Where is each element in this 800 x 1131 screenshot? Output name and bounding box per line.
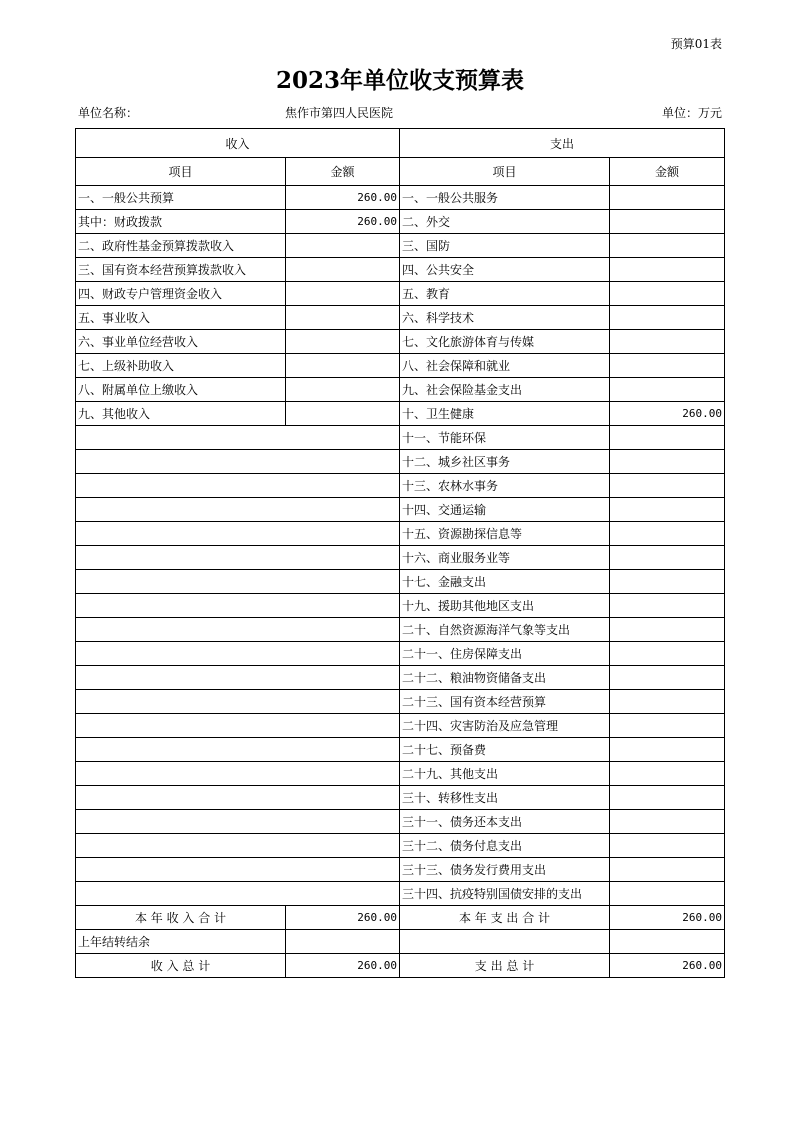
income-empty-cell xyxy=(76,474,400,498)
income-item-cell: 五、事业收入 xyxy=(76,306,286,330)
table-row xyxy=(76,330,725,354)
expense-amount-cell xyxy=(610,234,725,258)
expense-amount-cell xyxy=(610,186,725,210)
expense-amount-cell xyxy=(610,306,725,330)
page-title: 2023年单位收支预算表 xyxy=(275,67,524,94)
table-row xyxy=(76,786,725,810)
expense-item-cell: 三十一、债务还本支出 xyxy=(400,810,610,834)
expense-item-cell: 二十三、国有资本经营预算 xyxy=(400,690,610,714)
expense-item-cell: 十二、城乡社区事务 xyxy=(400,450,610,474)
expense-item-header: 项目 xyxy=(400,158,610,186)
table-row xyxy=(76,858,725,882)
table-row xyxy=(76,186,725,210)
table-row xyxy=(76,594,725,618)
expense-item-cell: 十七、金融支出 xyxy=(400,570,610,594)
expense-item-cell: 八、社会保障和就业 xyxy=(400,354,610,378)
table-row xyxy=(76,570,725,594)
income-empty-cell xyxy=(76,546,400,570)
income-amount-cell xyxy=(286,354,400,378)
table-subheader-row xyxy=(76,158,725,186)
table-row xyxy=(76,258,725,282)
expense-item-cell: 一、一般公共服务 xyxy=(400,186,610,210)
income-empty-cell xyxy=(76,666,400,690)
income-amount-cell: 260.00 xyxy=(286,186,400,210)
expense-amount-cell xyxy=(610,786,725,810)
table-row xyxy=(76,474,725,498)
income-empty-cell xyxy=(76,570,400,594)
income-empty-cell xyxy=(76,810,400,834)
expense-amount-cell xyxy=(610,618,725,642)
table-row xyxy=(76,354,725,378)
expense-amount-header: 金额 xyxy=(610,158,725,186)
income-header: 收入 xyxy=(76,129,400,158)
table-row xyxy=(76,690,725,714)
expense-item-cell: 二十七、预备费 xyxy=(400,738,610,762)
expense-amount-cell xyxy=(610,594,725,618)
income-amount-cell xyxy=(286,282,400,306)
year-income-total-label: 本 年 收 入 合 计 xyxy=(76,906,286,930)
expense-header: 支出 xyxy=(400,129,725,158)
expense-amount-cell xyxy=(610,738,725,762)
table-row xyxy=(76,522,725,546)
income-empty-cell xyxy=(76,786,400,810)
income-amount-cell xyxy=(286,402,400,426)
table-row xyxy=(76,834,725,858)
expense-item-cell: 五、教育 xyxy=(400,282,610,306)
income-empty-cell xyxy=(76,834,400,858)
expense-amount-cell xyxy=(610,690,725,714)
table-row xyxy=(76,402,725,426)
income-item-cell: 七、上级补助收入 xyxy=(76,354,286,378)
expense-item-cell: 六、科学技术 xyxy=(400,306,610,330)
year-total-row xyxy=(76,906,725,930)
income-empty-cell xyxy=(76,522,400,546)
income-empty-cell xyxy=(76,642,400,666)
income-empty-cell xyxy=(76,426,400,450)
expense-amount-cell xyxy=(610,834,725,858)
income-amount-cell xyxy=(286,330,400,354)
income-empty-cell xyxy=(76,498,400,522)
income-empty-cell xyxy=(76,690,400,714)
income-empty-cell xyxy=(76,618,400,642)
carryover-amount xyxy=(286,930,400,954)
expense-amount-cell xyxy=(610,210,725,234)
expense-item-cell: 三十二、债务付息支出 xyxy=(400,834,610,858)
income-item-header: 项目 xyxy=(76,158,286,186)
form-number: 预算01表 xyxy=(670,37,722,51)
table-row xyxy=(76,618,725,642)
table-row xyxy=(76,546,725,570)
income-amount-cell: 260.00 xyxy=(286,210,400,234)
income-amount-cell xyxy=(286,378,400,402)
expense-item-cell: 十五、资源勘探信息等 xyxy=(400,522,610,546)
expense-item-cell: 三、国防 xyxy=(400,234,610,258)
table-row xyxy=(76,882,725,906)
expense-item-cell: 十三、农林水事务 xyxy=(400,474,610,498)
expense-item-cell: 三十、转移性支出 xyxy=(400,786,610,810)
income-item-cell: 九、其他收入 xyxy=(76,402,286,426)
carryover-expense-amount xyxy=(610,930,725,954)
expense-amount-cell xyxy=(610,258,725,282)
income-amount-cell xyxy=(286,234,400,258)
expense-item-cell: 十四、交通运输 xyxy=(400,498,610,522)
money-unit: 单位：万元 xyxy=(661,106,722,120)
income-empty-cell xyxy=(76,450,400,474)
expense-amount-cell xyxy=(610,498,725,522)
table-row xyxy=(76,378,725,402)
expense-amount-cell xyxy=(610,330,725,354)
expense-item-cell: 二十二、粮油物资储备支出 xyxy=(400,666,610,690)
expense-amount-cell xyxy=(610,474,725,498)
expense-amount-cell xyxy=(610,882,725,906)
expense-item-cell: 七、文化旅游体育与传媒 xyxy=(400,330,610,354)
expense-item-cell: 二十、自然资源海洋气象等支出 xyxy=(400,618,610,642)
year-expense-total-label: 本 年 支 出 合 计 xyxy=(400,906,610,930)
grand-total-row xyxy=(76,954,725,978)
income-amount-header: 金额 xyxy=(286,158,400,186)
expense-item-cell: 九、社会保险基金支出 xyxy=(400,378,610,402)
income-grand-total-amount: 260.00 xyxy=(286,954,400,978)
income-item-cell: 六、事业单位经营收入 xyxy=(76,330,286,354)
income-empty-cell xyxy=(76,858,400,882)
income-grand-total-label: 收 入 总 计 xyxy=(76,954,286,978)
income-empty-cell xyxy=(76,762,400,786)
expense-amount-cell xyxy=(610,642,725,666)
expense-item-cell: 二、外交 xyxy=(400,210,610,234)
table-row xyxy=(76,714,725,738)
expense-amount-cell xyxy=(610,426,725,450)
expense-grand-total-label: 支 出 总 计 xyxy=(400,954,610,978)
income-empty-cell xyxy=(76,882,400,906)
table-header-row xyxy=(76,129,725,158)
expense-amount-cell xyxy=(610,714,725,738)
table-row xyxy=(76,282,725,306)
unit-name-label: 单位名称： xyxy=(78,106,139,120)
table-row xyxy=(76,666,725,690)
expense-item-cell: 二十一、住房保障支出 xyxy=(400,642,610,666)
income-amount-cell xyxy=(286,306,400,330)
table-row xyxy=(76,498,725,522)
expense-item-cell: 十六、商业服务业等 xyxy=(400,546,610,570)
expense-amount-cell xyxy=(610,378,725,402)
expense-item-cell: 二十四、灾害防治及应急管理 xyxy=(400,714,610,738)
expense-amount-cell xyxy=(610,450,725,474)
table-row xyxy=(76,426,725,450)
expense-amount-cell xyxy=(610,354,725,378)
table-row xyxy=(76,738,725,762)
table-row xyxy=(76,210,725,234)
expense-amount-cell xyxy=(610,810,725,834)
table-row xyxy=(76,810,725,834)
table-row xyxy=(76,234,725,258)
expense-amount-cell xyxy=(610,666,725,690)
year-expense-total-amount: 260.00 xyxy=(610,906,725,930)
income-item-cell: 三、国有资本经营预算拨款收入 xyxy=(76,258,286,282)
table-row xyxy=(76,450,725,474)
expense-item-cell: 二十九、其他支出 xyxy=(400,762,610,786)
income-amount-cell xyxy=(286,258,400,282)
expense-item-cell: 三十三、债务发行费用支出 xyxy=(400,858,610,882)
carryover-row xyxy=(76,930,725,954)
expense-amount-cell xyxy=(610,282,725,306)
table-row xyxy=(76,642,725,666)
expense-amount-cell xyxy=(610,546,725,570)
income-empty-cell xyxy=(76,594,400,618)
income-empty-cell xyxy=(76,738,400,762)
unit-name-value: 焦作市第四人民医院 xyxy=(285,106,394,120)
income-empty-cell xyxy=(76,714,400,738)
table-row xyxy=(76,762,725,786)
table-row xyxy=(76,306,725,330)
expense-amount-cell xyxy=(610,522,725,546)
income-item-cell: 其中：财政拨款 xyxy=(76,210,286,234)
year-income-total-amount: 260.00 xyxy=(286,906,400,930)
income-item-cell: 一、一般公共预算 xyxy=(76,186,286,210)
income-item-cell: 四、财政专户管理资金收入 xyxy=(76,282,286,306)
expense-amount-cell xyxy=(610,858,725,882)
carryover-expense-item xyxy=(400,930,610,954)
expense-amount-cell xyxy=(610,570,725,594)
expense-amount-cell xyxy=(610,762,725,786)
carryover-label: 上年结转结余 xyxy=(76,930,286,954)
expense-item-cell: 三十四、抗疫特别国债安排的支出 xyxy=(400,882,610,906)
budget-table xyxy=(75,128,725,978)
expense-item-cell: 十一、节能环保 xyxy=(400,426,610,450)
income-item-cell: 八、附属单位上缴收入 xyxy=(76,378,286,402)
expense-item-cell: 十、卫生健康 xyxy=(400,402,610,426)
expense-amount-cell: 260.00 xyxy=(610,402,725,426)
expense-grand-total-amount: 260.00 xyxy=(610,954,725,978)
income-item-cell: 二、政府性基金预算拨款收入 xyxy=(76,234,286,258)
expense-item-cell: 十九、援助其他地区支出 xyxy=(400,594,610,618)
expense-item-cell: 四、公共安全 xyxy=(400,258,610,282)
